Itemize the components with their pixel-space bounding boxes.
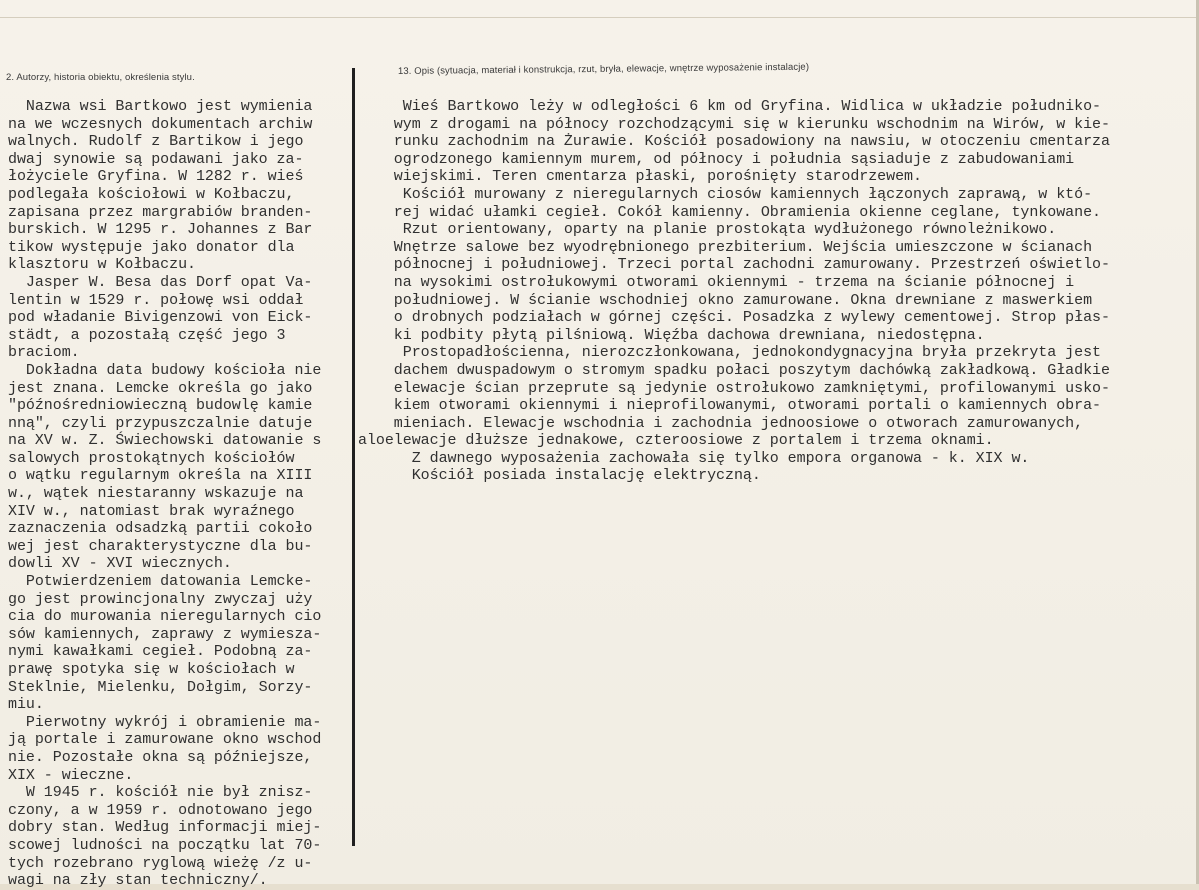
text-line: dachem dwuspadowym o stromym spadku połaci poszytym dachówką zakładkową. Gładkie: [358, 361, 1110, 379]
text-line: południowej. W ścianie wschodniej okno zamurowane. Okna drewniane z maswerkiem: [358, 291, 1093, 309]
text-line: Dokładna data budowy kościoła nie: [8, 361, 322, 379]
text-line: städt, a pozostałą część jego 3: [8, 326, 286, 344]
text-line: nie. Pozostałe okna są późniejsze,: [8, 748, 313, 766]
text-line: Kościół murowany z nieregularnych ciosów kamiennych łączonych zaprawą, w któ-: [358, 185, 1093, 203]
text-line: północnej i południowej. Trzeci portal zachodni zamurowany. Przestrzeń oświetlo-: [358, 256, 1110, 274]
text-line: cia do murowania nieregularnych cio: [8, 608, 322, 626]
text-line: wiejskimi. Teren cmentarza płaski, porośnięty starodrzewem.: [358, 168, 922, 186]
text-line: podlegała kościołowi w Kołbaczu,: [8, 185, 295, 203]
text-line: burskich. W 1295 r. Johannes z Bar: [8, 221, 313, 239]
text-line: rej widać ułamki cegieł. Cokół kamienny. Obramienia okienne ceglane, tynkowane.: [358, 203, 1101, 221]
description-column: [358, 98, 1198, 485]
text-line: Kościół posiada instalację elektryczną.: [358, 467, 761, 485]
text-line: dowli XV - XVI wiecznych.: [8, 555, 232, 573]
text-line: o wątku regularnym określa na XIII: [8, 467, 313, 485]
text-line: W 1945 r. kościół nie był znisz-: [8, 784, 313, 802]
text-line: runku zachodnim na Żurawie. Kościół posadowiony na nawsiu, w otoczeniu cmentarza: [358, 133, 1110, 151]
text-line: Wnętrze salowe bez wyodrębnionego prezbiterium. Wejścia umieszczone w ścianach: [358, 238, 1093, 256]
text-line: scowej ludności na początku lat 70-: [8, 836, 322, 854]
text-line: pod władanie Bivigenzowi von Eick-: [8, 309, 313, 327]
text-line: salowych prostokątnych kościołów: [8, 449, 295, 467]
text-line: Wieś Bartkowo leży w odległości 6 km od Gryfina. Widlica w układzie południko-: [358, 98, 1101, 115]
text-line: tikow występuje jako donator dla: [8, 238, 295, 256]
text-line: "późnośredniowieczną budowlę kamie: [8, 397, 313, 415]
text-line: na wysokimi ostrołukowymi otworami okiennymi - trzema na ścianie północnej i: [358, 273, 1075, 291]
text-line: walnych. Rudolf z Bartikow i jego: [8, 133, 304, 151]
text-line: klasztoru w Kołbaczu.: [8, 256, 196, 274]
text-line: zaznaczenia odsadzką partii cokoło: [8, 520, 313, 538]
text-line: czony, a w 1959 r. odnotowano jego: [8, 801, 313, 819]
text-line: o drobnych podziałach w górnej części. Posadzka z wylewy cementowej. Strop płas-: [358, 309, 1110, 327]
text-line: braciom.: [8, 344, 80, 362]
text-line: Pierwotny wykrój i obramienie ma-: [8, 713, 322, 731]
text-line: zapisana przez margrabiów branden-: [8, 203, 313, 221]
text-line: Prostopadłościenna, nierozczłonkowana, jednokondygnacyjna bryła przekryta jest: [358, 344, 1101, 362]
section-2-header: 2. Autorzy, historia obiektu, określenia stylu.: [6, 72, 195, 83]
text-line: XIV w., natomiast brak wyraźnego: [8, 502, 295, 520]
text-line: miu.: [8, 696, 44, 714]
text-line: ogrodzonego kamiennym murem, od północy i południa sąsiaduje z zabudowaniami: [358, 150, 1075, 168]
text-line: Potwierdzeniem datowania Lemcke-: [8, 573, 313, 591]
text-line: jest znana. Lemcke określa go jako: [8, 379, 313, 397]
text-line: Z dawnego wyposażenia zachowała się tylko empora organowa - k. XIX w.: [358, 449, 1030, 467]
text-line: na we wczesnych dokumentach archiw: [8, 115, 313, 133]
text-line: mieniach. Elewacje wschodnia i zachodnia jednoosiowe o otworach zamurowanych,: [358, 414, 1084, 432]
text-line: kiem otworami okiennymi i nieprofilowanymi, otworami portali o kamiennych obra-: [358, 397, 1101, 415]
text-line: wym z drogami na północy rozchodzącymi się w kierunku wschodnim na Wirów, w kie-: [358, 115, 1110, 133]
text-line: sów kamiennych, zaprawy z wymiesza-: [8, 625, 322, 643]
text-line: XIX - wieczne.: [8, 766, 134, 784]
text-line: lentin w 1529 r. połowę wsi oddał: [8, 291, 304, 309]
text-line: elewacje ścian przeprute są jedynie ostrołukowo zamkniętymi, profilowanymi usko-: [358, 379, 1110, 397]
text-line: nną", czyli przypuszczalnie datuje: [8, 414, 313, 432]
text-line: wagi na zły stan techniczny/.: [8, 872, 268, 890]
text-line: prawę spotyka się w kościołach w: [8, 661, 295, 678]
text-line: Rzut orientowany, oparty na planie prostokąta wydłużonego równoleżnikowo.: [358, 221, 1057, 239]
text-line: go jest prowincjonalny zwyczaj uży: [8, 590, 313, 608]
top-rule: [0, 17, 1199, 18]
history-column: [8, 98, 368, 890]
text-line: dwaj synowie są podawani jako za-: [8, 150, 304, 168]
text-line: w., wątek niestaranny wskazuje na: [8, 485, 304, 503]
text-line: ją portale i zamurowane okno wschod: [8, 731, 322, 749]
text-line: na XV w. Z. Świechowski datowanie s: [8, 432, 322, 450]
text-line: wej jest charakterystyczne dla bu-: [8, 537, 313, 555]
text-line: tych rozebrano ryglową wieżę /z u-: [8, 854, 313, 872]
text-line: nymi kawałkami cegieł. Podobną za-: [8, 643, 313, 661]
text-line: Nazwa wsi Bartkowo jest wymienia: [8, 98, 313, 115]
text-line: ki podbity płytą pilśniową. Więźba dachowa drewniana, niedostępna.: [358, 326, 985, 344]
text-line: Steklnie, Mielenku, Dołgim, Sorzy-: [8, 678, 313, 696]
text-line: Jasper W. Besa das Dorf opat Va-: [8, 273, 313, 291]
text-line: aloelewacje dłuższe jednakowe, czteroosiowe z portalem i trzema oknami.: [358, 432, 994, 450]
text-line: dobry stan. Według informacji miej-: [8, 819, 322, 837]
text-line: łożyciele Gryfina. W 1282 r. wieś: [8, 168, 304, 186]
section-13-header: 13. Opis (sytuacja, materiał i konstrukcja, rzut, bryła, elewacje, wnętrze wyposażenie instalacje): [397, 61, 810, 77]
